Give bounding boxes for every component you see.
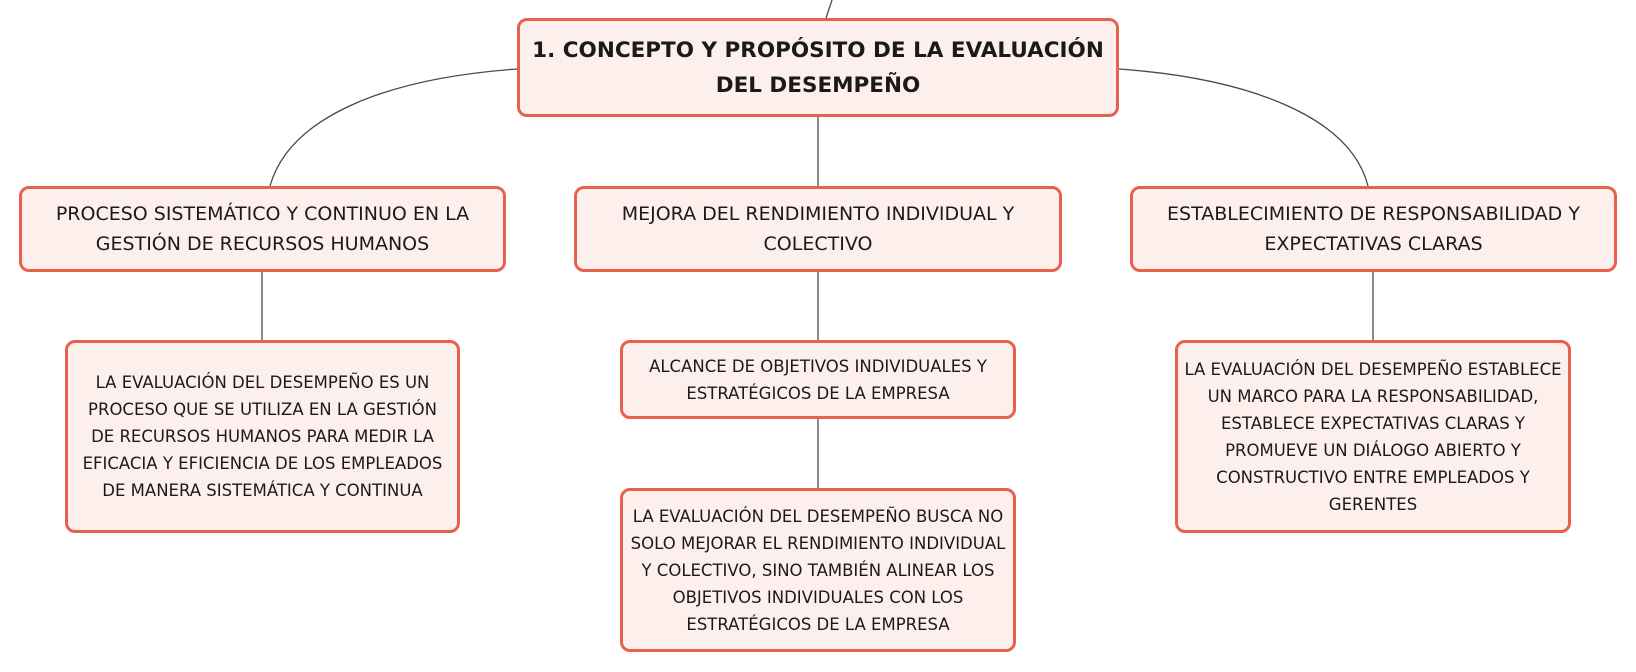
objectives-node[interactable] (620, 340, 1016, 419)
detail-node-performance[interactable] (620, 488, 1016, 652)
detail-node-responsibility-label: LA EVALUACIÓN DEL DESEMPEÑO ESTABLECE UN MARCO PARA LA RESPONSABILIDAD, ESTABLECE EXPECTATIVAS CLARAS Y PROMUEVE UN DIÁLOGO ABIERTO Y CONSTRUCTIVO ENTRE EMPLEADOS Y GERENTES (1184, 359, 1562, 514)
root-node-label: 1. CONCEPTO Y PROPÓSITO DE LA EVALUACIÓN DEL DESEMPEÑO (532, 37, 1104, 98)
objectives-node-label: ALCANCE DE OBJETIVOS INDIVIDUALES Y ESTRATÉGICOS DE LA EMPRESA (649, 356, 987, 403)
branch-node-responsibility[interactable] (1130, 186, 1617, 272)
detail-node-performance-label: LA EVALUACIÓN DEL DESEMPEÑO BUSCA NO SOLO MEJORAR EL RENDIMIENTO INDIVIDUAL Y COLECTIVO, SINO TAMBIÉN ALINEAR LOS OBJETIVOS INDIVIDUALES CON LOS ESTRATÉGICOS DE LA EMPRESA (630, 506, 1006, 634)
connector-root-to-branch-3 (1119, 69, 1368, 186)
branch-node-performance[interactable] (574, 186, 1062, 272)
detail-node-process[interactable] (65, 340, 460, 533)
branch-node-process-label: PROCESO SISTEMÁTICO Y CONTINUO EN LA GESTIÓN DE RECURSOS HUMANOS (55, 203, 470, 255)
detail-node-process-label: LA EVALUACIÓN DEL DESEMPEÑO ES UN PROCESO QUE SE UTILIZA EN LA GESTIÓN DE RECURSOS HUMANOS PARA MEDIR LA EFICACIA Y EFICIENCIA DE LOS EMPLEADOS DE MANERA SISTEMÁTICA Y CONTINUA (82, 373, 443, 500)
connector-root-to-branch-1 (270, 69, 517, 186)
branch-node-process[interactable] (19, 186, 506, 272)
detail-node-responsibility[interactable] (1175, 340, 1571, 533)
connector-parent-to-root (826, 0, 832, 18)
branch-node-performance-label: MEJORA DEL RENDIMIENTO INDIVIDUAL Y COLECTIVO (621, 203, 1015, 255)
root-node[interactable] (517, 18, 1119, 117)
branch-node-responsibility-label: ESTABLECIMIENTO DE RESPONSABILIDAD Y EXPECTATIVAS CLARAS (1167, 203, 1580, 255)
